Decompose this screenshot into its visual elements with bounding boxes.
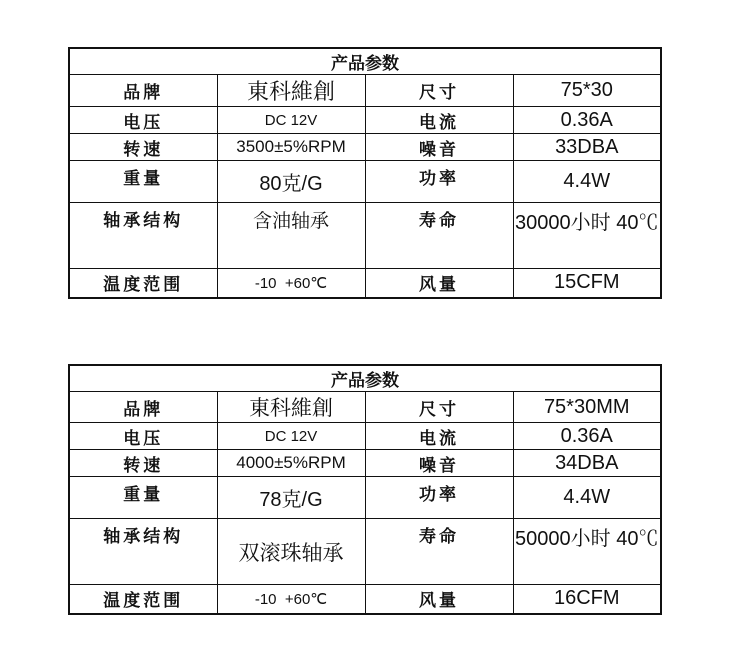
spec-table-1 (68, 47, 662, 299)
label-weight: 重量 (69, 161, 217, 203)
value-temperature: -10 +60℃ (217, 585, 365, 614)
label-temperature: 温度范围 (69, 585, 217, 614)
spec-table-2 (68, 364, 662, 615)
value-brand: 東科維創 (217, 392, 365, 423)
label-temperature: 温度范围 (69, 269, 217, 298)
value-weight: 78克/G (217, 477, 365, 519)
label-bearing: 轴承结构 (69, 519, 217, 585)
value-speed: 3500±5%RPM (217, 134, 365, 161)
label-power: 功率 (365, 161, 513, 203)
label-noise: 噪音 (365, 450, 513, 477)
label-size: 尺寸 (365, 392, 513, 423)
value-speed: 4000±5%RPM (217, 450, 365, 477)
label-current: 电流 (365, 107, 513, 134)
value-power: 4.4W (513, 477, 661, 519)
value-weight: 80克/G (217, 161, 365, 203)
value-temperature: -10 +60℃ (217, 269, 365, 298)
value-noise: 34DBA (513, 450, 661, 477)
value-lifespan: 30000小时 40℃ (513, 203, 661, 269)
value-noise: 33DBA (513, 134, 661, 161)
value-brand: 東科維創 (217, 75, 365, 107)
value-current: 0.36A (513, 423, 661, 450)
table-title: 产品参数 (69, 365, 661, 392)
value-size: 75*30 (513, 75, 661, 107)
label-size: 尺寸 (365, 75, 513, 107)
value-lifespan: 50000小时 40℃ (513, 519, 661, 585)
value-size: 75*30MM (513, 392, 661, 423)
label-lifespan: 寿命 (365, 519, 513, 585)
label-speed: 转速 (69, 134, 217, 161)
label-lifespan: 寿命 (365, 203, 513, 269)
value-voltage: DC 12V (217, 423, 365, 450)
value-voltage: DC 12V (217, 107, 365, 134)
value-airflow: 15CFM (513, 269, 661, 298)
label-brand: 品牌 (69, 392, 217, 423)
label-voltage: 电压 (69, 423, 217, 450)
value-bearing: 含油轴承 (217, 203, 365, 269)
label-airflow: 风量 (365, 269, 513, 298)
label-current: 电流 (365, 423, 513, 450)
label-bearing: 轴承结构 (69, 203, 217, 269)
label-weight: 重量 (69, 477, 217, 519)
value-power: 4.4W (513, 161, 661, 203)
table-title: 产品参数 (69, 48, 661, 75)
value-airflow: 16CFM (513, 585, 661, 614)
label-voltage: 电压 (69, 107, 217, 134)
label-airflow: 风量 (365, 585, 513, 614)
label-brand: 品牌 (69, 75, 217, 107)
value-bearing: 双滚珠轴承 (217, 519, 365, 585)
label-noise: 噪音 (365, 134, 513, 161)
label-power: 功率 (365, 477, 513, 519)
label-speed: 转速 (69, 450, 217, 477)
value-current: 0.36A (513, 107, 661, 134)
